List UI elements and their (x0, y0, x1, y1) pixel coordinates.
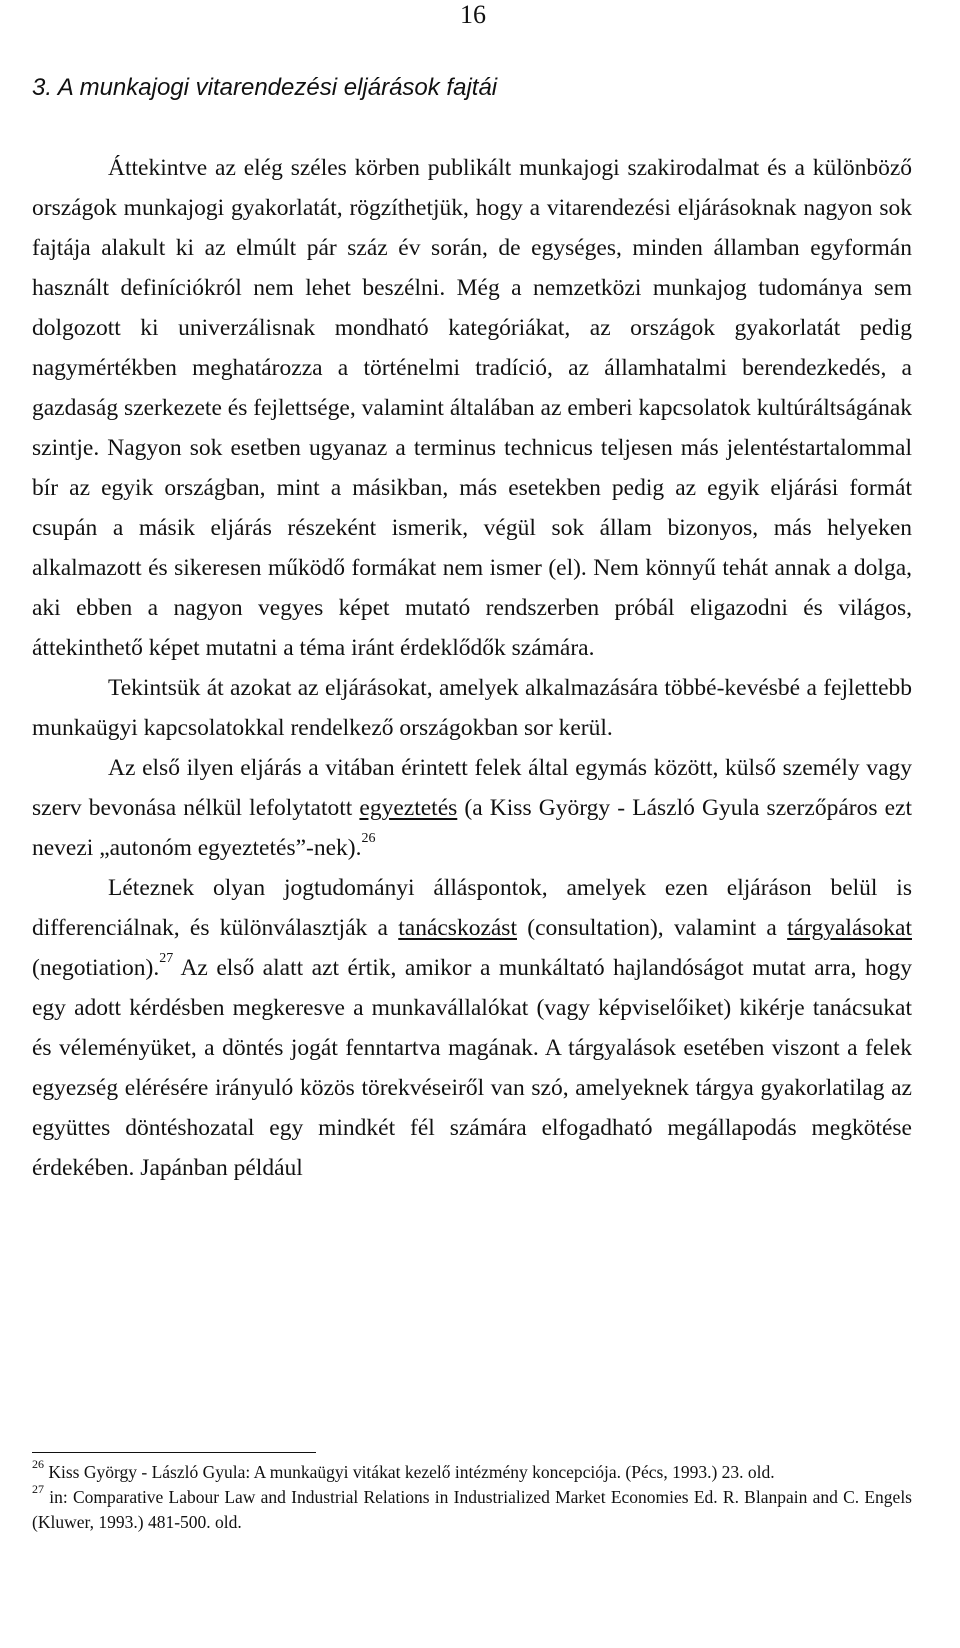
footnote-ref-26[interactable]: 26 (361, 831, 376, 847)
footnote-ref-27[interactable]: 27 (159, 951, 174, 967)
footnote-26 (32, 1457, 912, 1485)
section-heading: 3. A munkajogi vitarendezési eljárások fajtái (32, 74, 498, 101)
term-egyeztetes: egyeztetés (359, 795, 458, 821)
paragraph-3-text-a: Az első ilyen eljárás a vitában érintett felek által egymás között, külső személy vagy szerv bevonása nélkül lefolytatott (32, 755, 912, 821)
term-tanacskozas: tanácskozást (398, 915, 517, 941)
term-targyalasok: tárgyalásokat (787, 915, 912, 941)
footnotes (32, 1457, 912, 1535)
paragraph-3-text-b: (a Kiss György - László Gyula szerzőpáros ezt nevezi „autonóm egyeztetés”-nek). (32, 795, 912, 861)
footnote-26-text: Kiss György - László Gyula: A munkaügyi vitákat kezelő intézmény koncepciója. (Pécs, 1993.) 23. old. (44, 1462, 775, 1482)
paragraph-4-text-b: (consultation), valamint a (517, 915, 788, 941)
paragraph-2: Tekintsük át azokat az eljárásokat, amelyek alkalmazására többé-kevésbé a fejlettebb munkaügyi kapcsolatokkal rendelkező országokban sor kerül. (32, 675, 912, 741)
footnote-26-number: 26 (32, 1457, 44, 1472)
page-number: 16 (460, 0, 486, 29)
footnote-27-number: 27 (32, 1482, 44, 1497)
paragraph-4-text-d: Az első alatt azt értik, amikor a munkáltató hajlandóságot mutat arra, hogy egy adott kérdésben megkeresve a munkavállalókat (vagy képviselőiket) kikérje tanácsukat és véleményüket, a döntés jogát fenntartva magának. A tárgyalások esetében viszont a felek egyezség elérésére irányuló közös törekvéseiről van szó, amelyeknek tárgya gyakorlatilag az együttes döntéshozatal egy mindkét fél számára elfogadható megállapodás megkötése érdekében. Japánban például (32, 955, 912, 1181)
paragraph-4-text-c: (negotiation). (32, 955, 160, 981)
paragraph-4-text-a: Léteznek olyan jogtudományi álláspontok, amelyek ezen eljáráson belül is differenciálnak, és különválasztják a (32, 875, 912, 941)
body-text (32, 148, 912, 1188)
paragraph-4 (32, 868, 912, 1188)
paragraph-1: Áttekintve az elég széles körben publikált munkajogi szakirodalmat és a különböző országok munkajogi gyakorlatát, rögzíthetjük, hogy a vitarendezési eljárásoknak nagyon sok fajtája alakult ki az elmúlt pár száz év során, de egységes, minden államban egyformán használt definíciókról nem lehet beszélni. Még a nemzetközi munkajog tudománya sem dolgozott ki univerzálisnak mondható kategóriákat, az országok gyakorlatát pedig nagymértékben meghatározza a történelmi tradíció, az államhatalmi berendezkedés, a gazdaság szerkezete és fejlettsége, valamint általában az emberi kapcsolatok kultúráltságának szintje. Nagyon sok esetben ugyanaz a terminus technicus teljesen más jelentéstartalommal bír az egyik országban, mint a másikban, más esetekben pedig az egyik eljárási formát csupán a másik eljárás részeként ismerik, végül sok állam bizonyos, más helyeken alkalmazott és sikeresen működő formákat nem ismer (el). Nem könnyű tehát annak a dolga, aki ebben a nagyon vegyes képet mutató rendszerben próbál eligazodni és világos, áttekinthető képet mutatni a téma iránt érdeklődők számára. (32, 155, 912, 661)
footnote-separator (32, 1452, 316, 1453)
footnote-27-text: in: Comparative Labour Law and Industrial Relations in Industrialized Market Economies Ed. R. Blanpain and C. Engels (Kluwer, 1993.) 481-500. old. (32, 1487, 912, 1532)
paragraph-3 (32, 748, 912, 868)
footnote-27 (32, 1482, 912, 1535)
